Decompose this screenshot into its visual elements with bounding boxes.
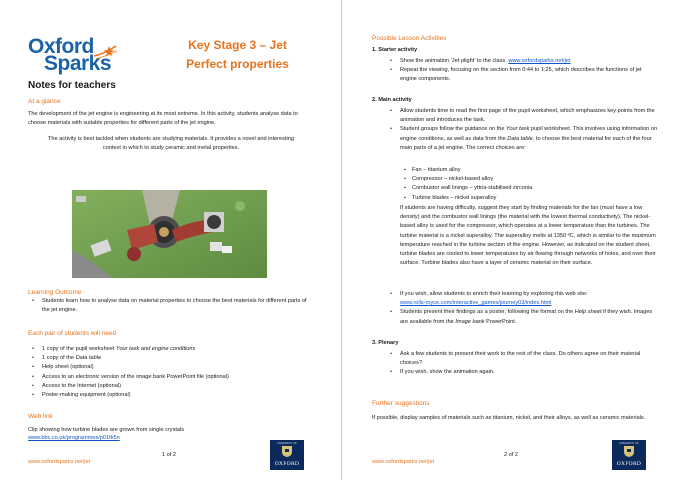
main-activity-list-continued [386, 290, 658, 327]
list-item: • Students learn how to analyse data on material properties to choose the best materials for different parts of the jet engine. [28, 297, 313, 315]
each-pair-heading: Each pair of students will need [28, 330, 117, 337]
web-link-url[interactable]: www.bbc.co.uk/programmes/p01fk5n [28, 435, 120, 441]
list-item: • Help sheet (optional) [28, 363, 313, 372]
shield-icon [624, 446, 634, 457]
difficulty-guidance-paragraph: If students are having difficulty, suggest they start by finding materials for the fan (must have a low density) and the combustor wall linings (the material with the lowest thermal conductivity). The nickel-based alloy is used for the compressor, which operates at a lower temperature than the turbines. The turbine material is a nickel superalloy. The superalloy melts at 1350 ºC, which is similar to the maximum temperature reached in the turbine section of the engine. However, as indicated on the student sheet, turbine blades are cooled to lower temperatures by air flowing through networks of holes, and over their surface. Turbine blades also have a layer of ceramic material on their surface. [400, 205, 656, 267]
list-item: ▪ Fan – titanium alloy [404, 166, 644, 175]
document-title: Key Stage 3 – Jet [188, 38, 287, 52]
intro-paragraph-1: The development of the jet engine is engineering at its most extreme. In this activity, students analyse data to choose materials with suitable properties for different parts of the jet engine. [28, 111, 298, 127]
further-suggestions-heading: Further suggestions [372, 400, 430, 407]
oxford-sparks-logo [28, 35, 128, 75]
list-item: • If you wish, allow students to enrich their learning by exploring this web site: www.rolls-royce.com/interactive_games/journey03/index.html [386, 290, 658, 308]
plenary-heading: 3. Plenary [372, 340, 399, 346]
list-item: • Ask a few students to present their work to the rest of the class. Do others agree on their material choices? [386, 350, 658, 368]
list-item: • 1 copy of the pupil worksheet Your task and engine conditions [28, 345, 313, 354]
starter-activity-list [386, 57, 658, 85]
list-item: • Repeat the viewing, focusing on the section from 0:44 to 1:25, which describes the functions of jet engine components. [386, 66, 658, 84]
document-page-1 [0, 0, 341, 480]
page-number: 2 of 2 [504, 452, 518, 458]
plenary-list [386, 350, 658, 378]
main-activity-list [386, 107, 658, 153]
page-number: 1 of 2 [162, 452, 176, 458]
animation-link[interactable]: www.oxfordsparks.net/jet [508, 58, 571, 64]
notes-heading: Notes for teachers [28, 80, 116, 91]
list-item: • 1 copy of the Data table [28, 354, 313, 363]
list-item: ▪ Combustor wall linings – yttria-stabilised zirconia [404, 184, 644, 193]
footer-url[interactable]: www.oxfordsparks.net/jet [28, 459, 91, 465]
web-link-heading: Web link [28, 413, 53, 420]
at-a-glance-heading: At a glance [28, 98, 61, 105]
learning-outcome-heading: Learning Outcome [28, 289, 82, 296]
list-item: ▪ Turbine blades – nickel superalloy [404, 194, 644, 203]
list-item: • Students present their findings as a poster, following the format on the Help sheet if they wish. Images are available from the Image bank PowerPoint. [386, 308, 658, 326]
jet-engine-illustration [72, 190, 267, 278]
list-item: • Access to the Internet (optional) [28, 382, 313, 391]
document-subtitle: Perfect properties [186, 57, 289, 71]
logo-text-oxford: Oxford [28, 35, 94, 58]
main-activity-heading: 2. Main activity [372, 97, 412, 103]
list-item: • If you wish, show the animation again. [386, 368, 658, 377]
material-choices-list [404, 166, 644, 203]
starter-activity-heading: 1. Starter activity [372, 47, 418, 53]
list-item: • Poster-making equipment (optional) [28, 391, 313, 400]
materials-list [28, 345, 313, 400]
list-item: • Allow students time to read the first page of the pupil worksheet, which emphasizes key points from the animation and introduces the task. [386, 107, 658, 125]
document-page-2 [342, 0, 683, 480]
web-link-description: Clip showing how turbine blades are grown from single crystals [28, 427, 185, 433]
list-item: • Show the animation ‘Jet plight’ to the class. www.oxfordsparks.net/jet [386, 57, 658, 66]
list-item: • Student groups follow the guidance on the Your task pupil worksheet. This involves using information on engine conditions, as well as data from the Data table, to choose the best material for each of the four main parts of a jet engine. The correct choices are: [386, 125, 658, 153]
footer-url[interactable]: www.oxfordsparks.net/jet [372, 459, 435, 465]
list-item: ▪ Compressor – nickel-based alloy [404, 175, 644, 184]
possible-activities-heading: Possible Lesson Activities [372, 35, 447, 42]
rolls-royce-link[interactable]: www.rolls-royce.com/interactive_games/journey03/index.html [400, 300, 552, 307]
oxford-university-crest: UNIVERSITY OF OXFORD [270, 440, 304, 470]
further-suggestions-text: If possible, display samples of materials such as titanium, nickel, and their alloys, as well as ceramic materials. [372, 415, 646, 421]
learning-outcome-list [28, 297, 313, 315]
logo-text-sparks: Sparks [44, 52, 112, 75]
shield-icon [282, 446, 292, 457]
oxford-university-crest: UNIVERSITY OF OXFORD [612, 440, 646, 470]
intro-paragraph-2: The activity is best tackled when students are studying materials. It provides a novel and interesting context in which to study ceramic and metal properties. [48, 136, 294, 152]
list-item: • Access to an electronic version of the image bank PowerPoint file (optional) [28, 373, 313, 382]
